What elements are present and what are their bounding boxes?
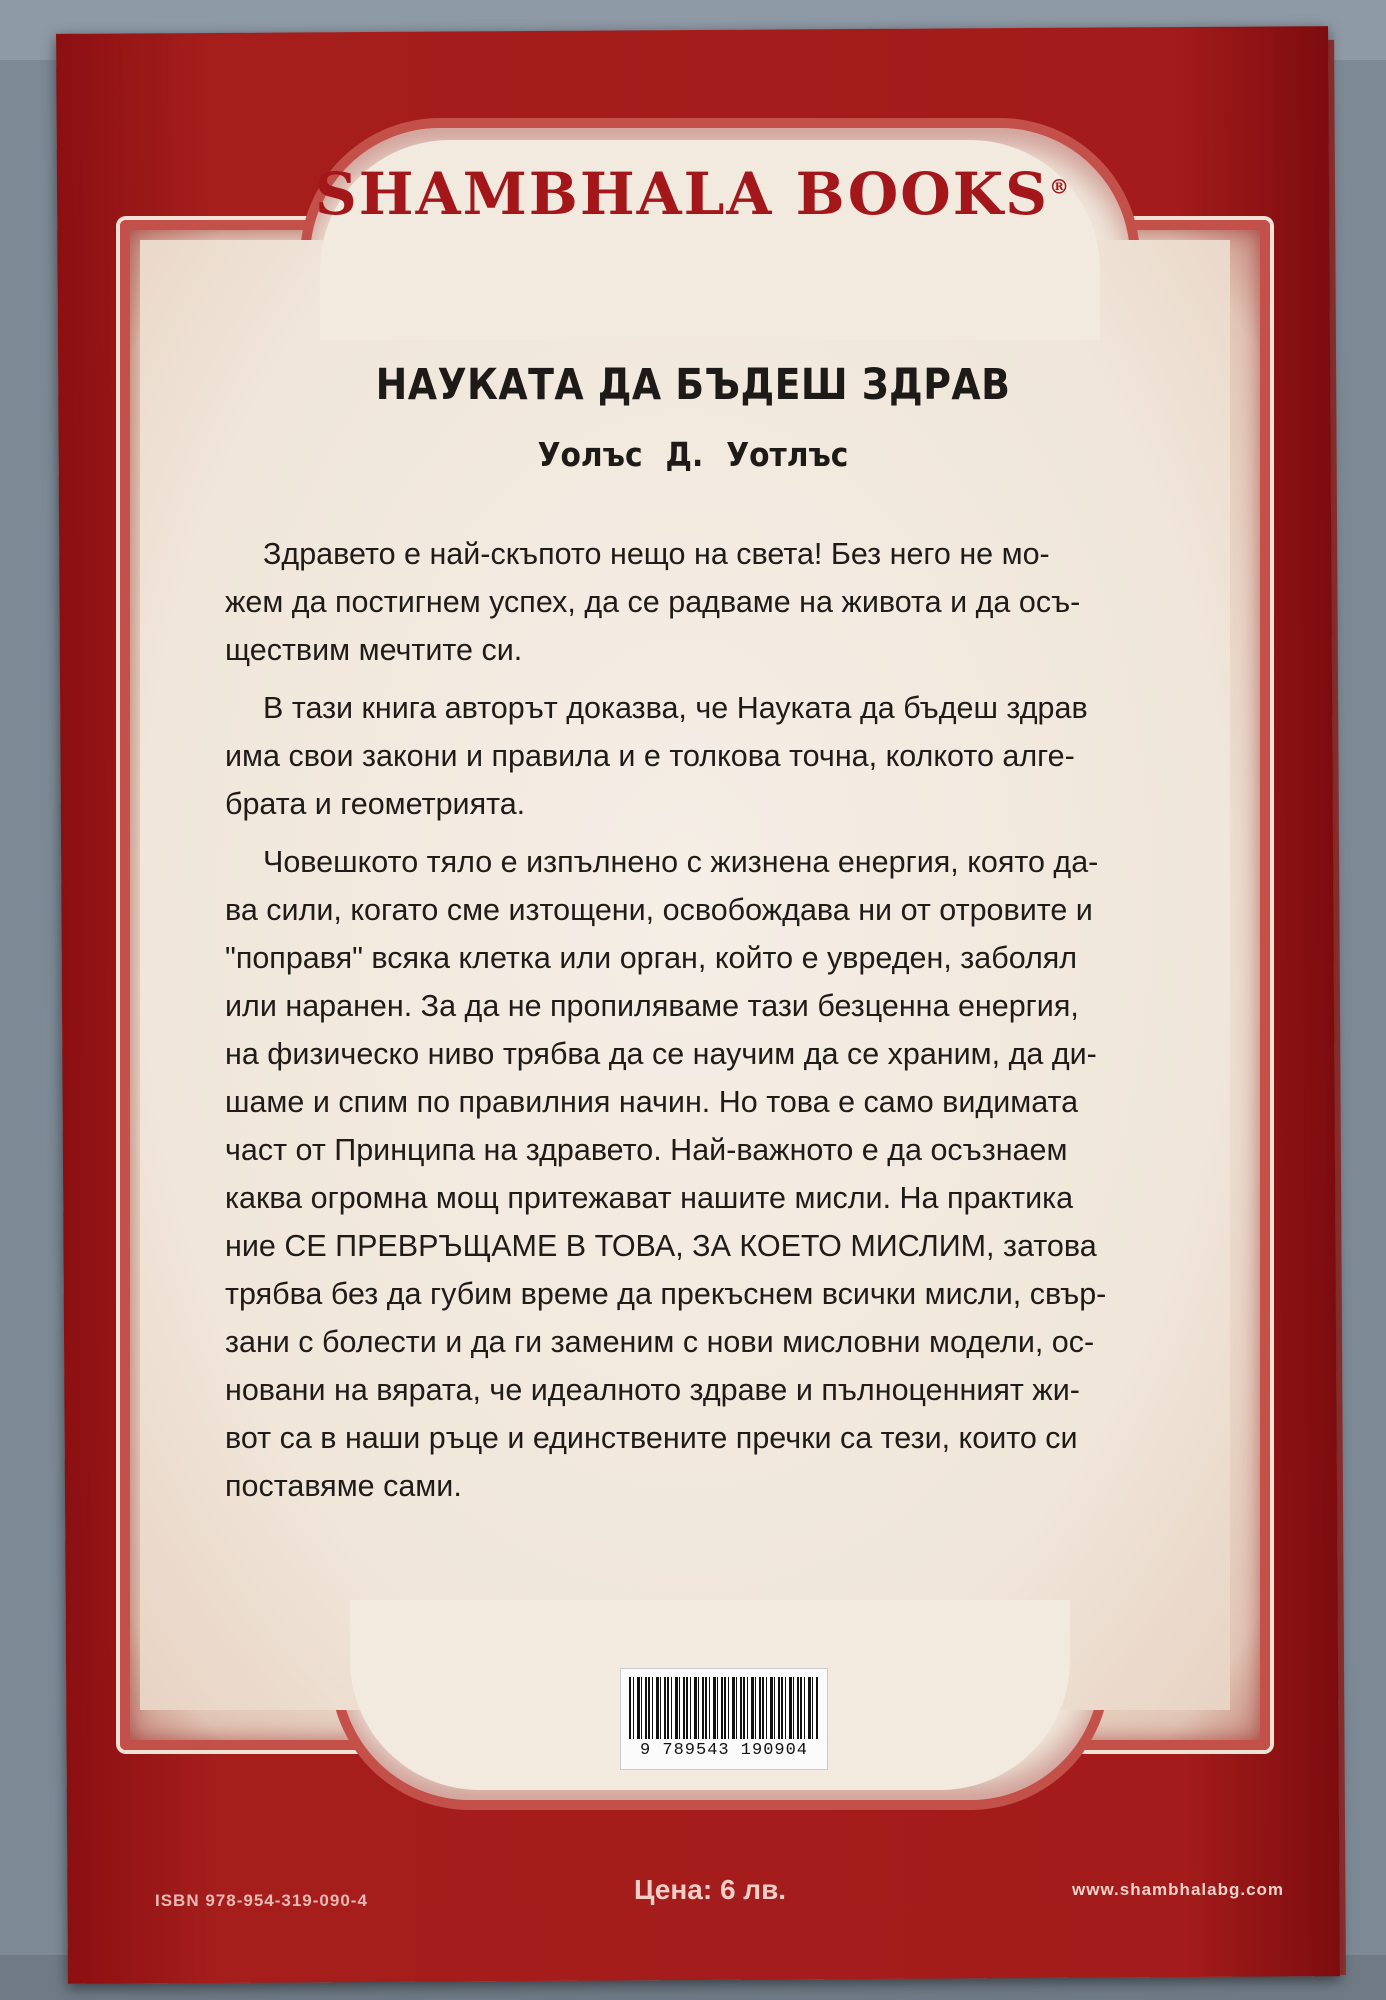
blurb-line: новани на вярата, че идеалното здраве и пълноценният жи- bbox=[225, 1373, 1080, 1407]
blurb-line: трябва без да губим време да прекъснем всички мисли, свър- bbox=[225, 1277, 1107, 1311]
barcode bbox=[620, 1668, 828, 1770]
blurb-line: Човешкото тяло е изпълнено с жизнена енергия, която да- bbox=[263, 845, 1099, 879]
book-author: Уолъс Д. Уотлъс bbox=[537, 435, 849, 474]
registered-mark: ® bbox=[1049, 174, 1072, 199]
blurb-line: ва сили, когато сме изтощени, освобождава ни от отровите и bbox=[225, 893, 1093, 927]
book-title: НАУКАТА ДА БЪДЕШ ЗДРАВ bbox=[375, 360, 1011, 410]
blurb-line: ществим мечтите си. bbox=[225, 633, 523, 667]
blurb-paragraph-1 bbox=[225, 530, 1235, 674]
blurb-line: В тази книга авторът доказва, че Науката да бъдеш здрав bbox=[263, 691, 1088, 725]
blurb-paragraph-2 bbox=[225, 684, 1235, 828]
blurb-line: жем да постигнем успех, да се радваме на живота и да осъ- bbox=[225, 585, 1081, 619]
publisher-url: www.shambhalabg.com bbox=[1072, 1880, 1285, 1899]
blurb-line: Здравето е най-скъпото нещо на света! Без него не мо- bbox=[263, 537, 1050, 571]
blurb-line: шаме и спим по правилния начин. Но това е само видимата bbox=[225, 1085, 1079, 1119]
barcode-bars bbox=[629, 1677, 819, 1739]
isbn-label: ISBN 978-954-319-090-4 bbox=[155, 1891, 368, 1910]
blurb-line: поставяме сами. bbox=[225, 1469, 462, 1503]
blurb-line: или наранен. За да не пропиляваме тази безценна енергия, bbox=[225, 989, 1079, 1023]
blurb-paragraph-3 bbox=[225, 838, 1235, 1510]
barcode-number: 9 789543 190904 bbox=[639, 1741, 809, 1760]
price-label: Цена: 6 лв. bbox=[634, 1874, 787, 1905]
blurb-line: брата и геометрията. bbox=[225, 787, 526, 821]
blurb-line: на физическо ниво трябва да се научим да се храним, да ди- bbox=[225, 1037, 1097, 1071]
blurb-text bbox=[225, 530, 1235, 1520]
blurb-line: "поправя" всяка клетка или орган, който е увреден, заболял bbox=[225, 941, 1078, 975]
publisher-logo bbox=[0, 160, 1386, 228]
blurb-line: има свои закони и правила и е толкова точна, колкото алге- bbox=[225, 739, 1075, 773]
blurb-line: вот са в наши ръце и единствените пречки са тези, които си bbox=[225, 1421, 1078, 1455]
blurb-line: ние СЕ ПРЕВРЪЩАМЕ В ТОВА, ЗА КОЕТО МИСЛИМ, затова bbox=[225, 1229, 1097, 1263]
publisher-logo-text: SHAMBHALA BOOKS bbox=[314, 160, 1050, 228]
blurb-line: част от Принципа на здравето. Най-важното е да осъзнаем bbox=[225, 1133, 1068, 1167]
blurb-line: зани с болести и да ги заменим с нови мисловни модели, ос- bbox=[225, 1325, 1095, 1359]
blurb-line: каква огромна мощ притежават нашите мисли. На практика bbox=[225, 1181, 1074, 1215]
